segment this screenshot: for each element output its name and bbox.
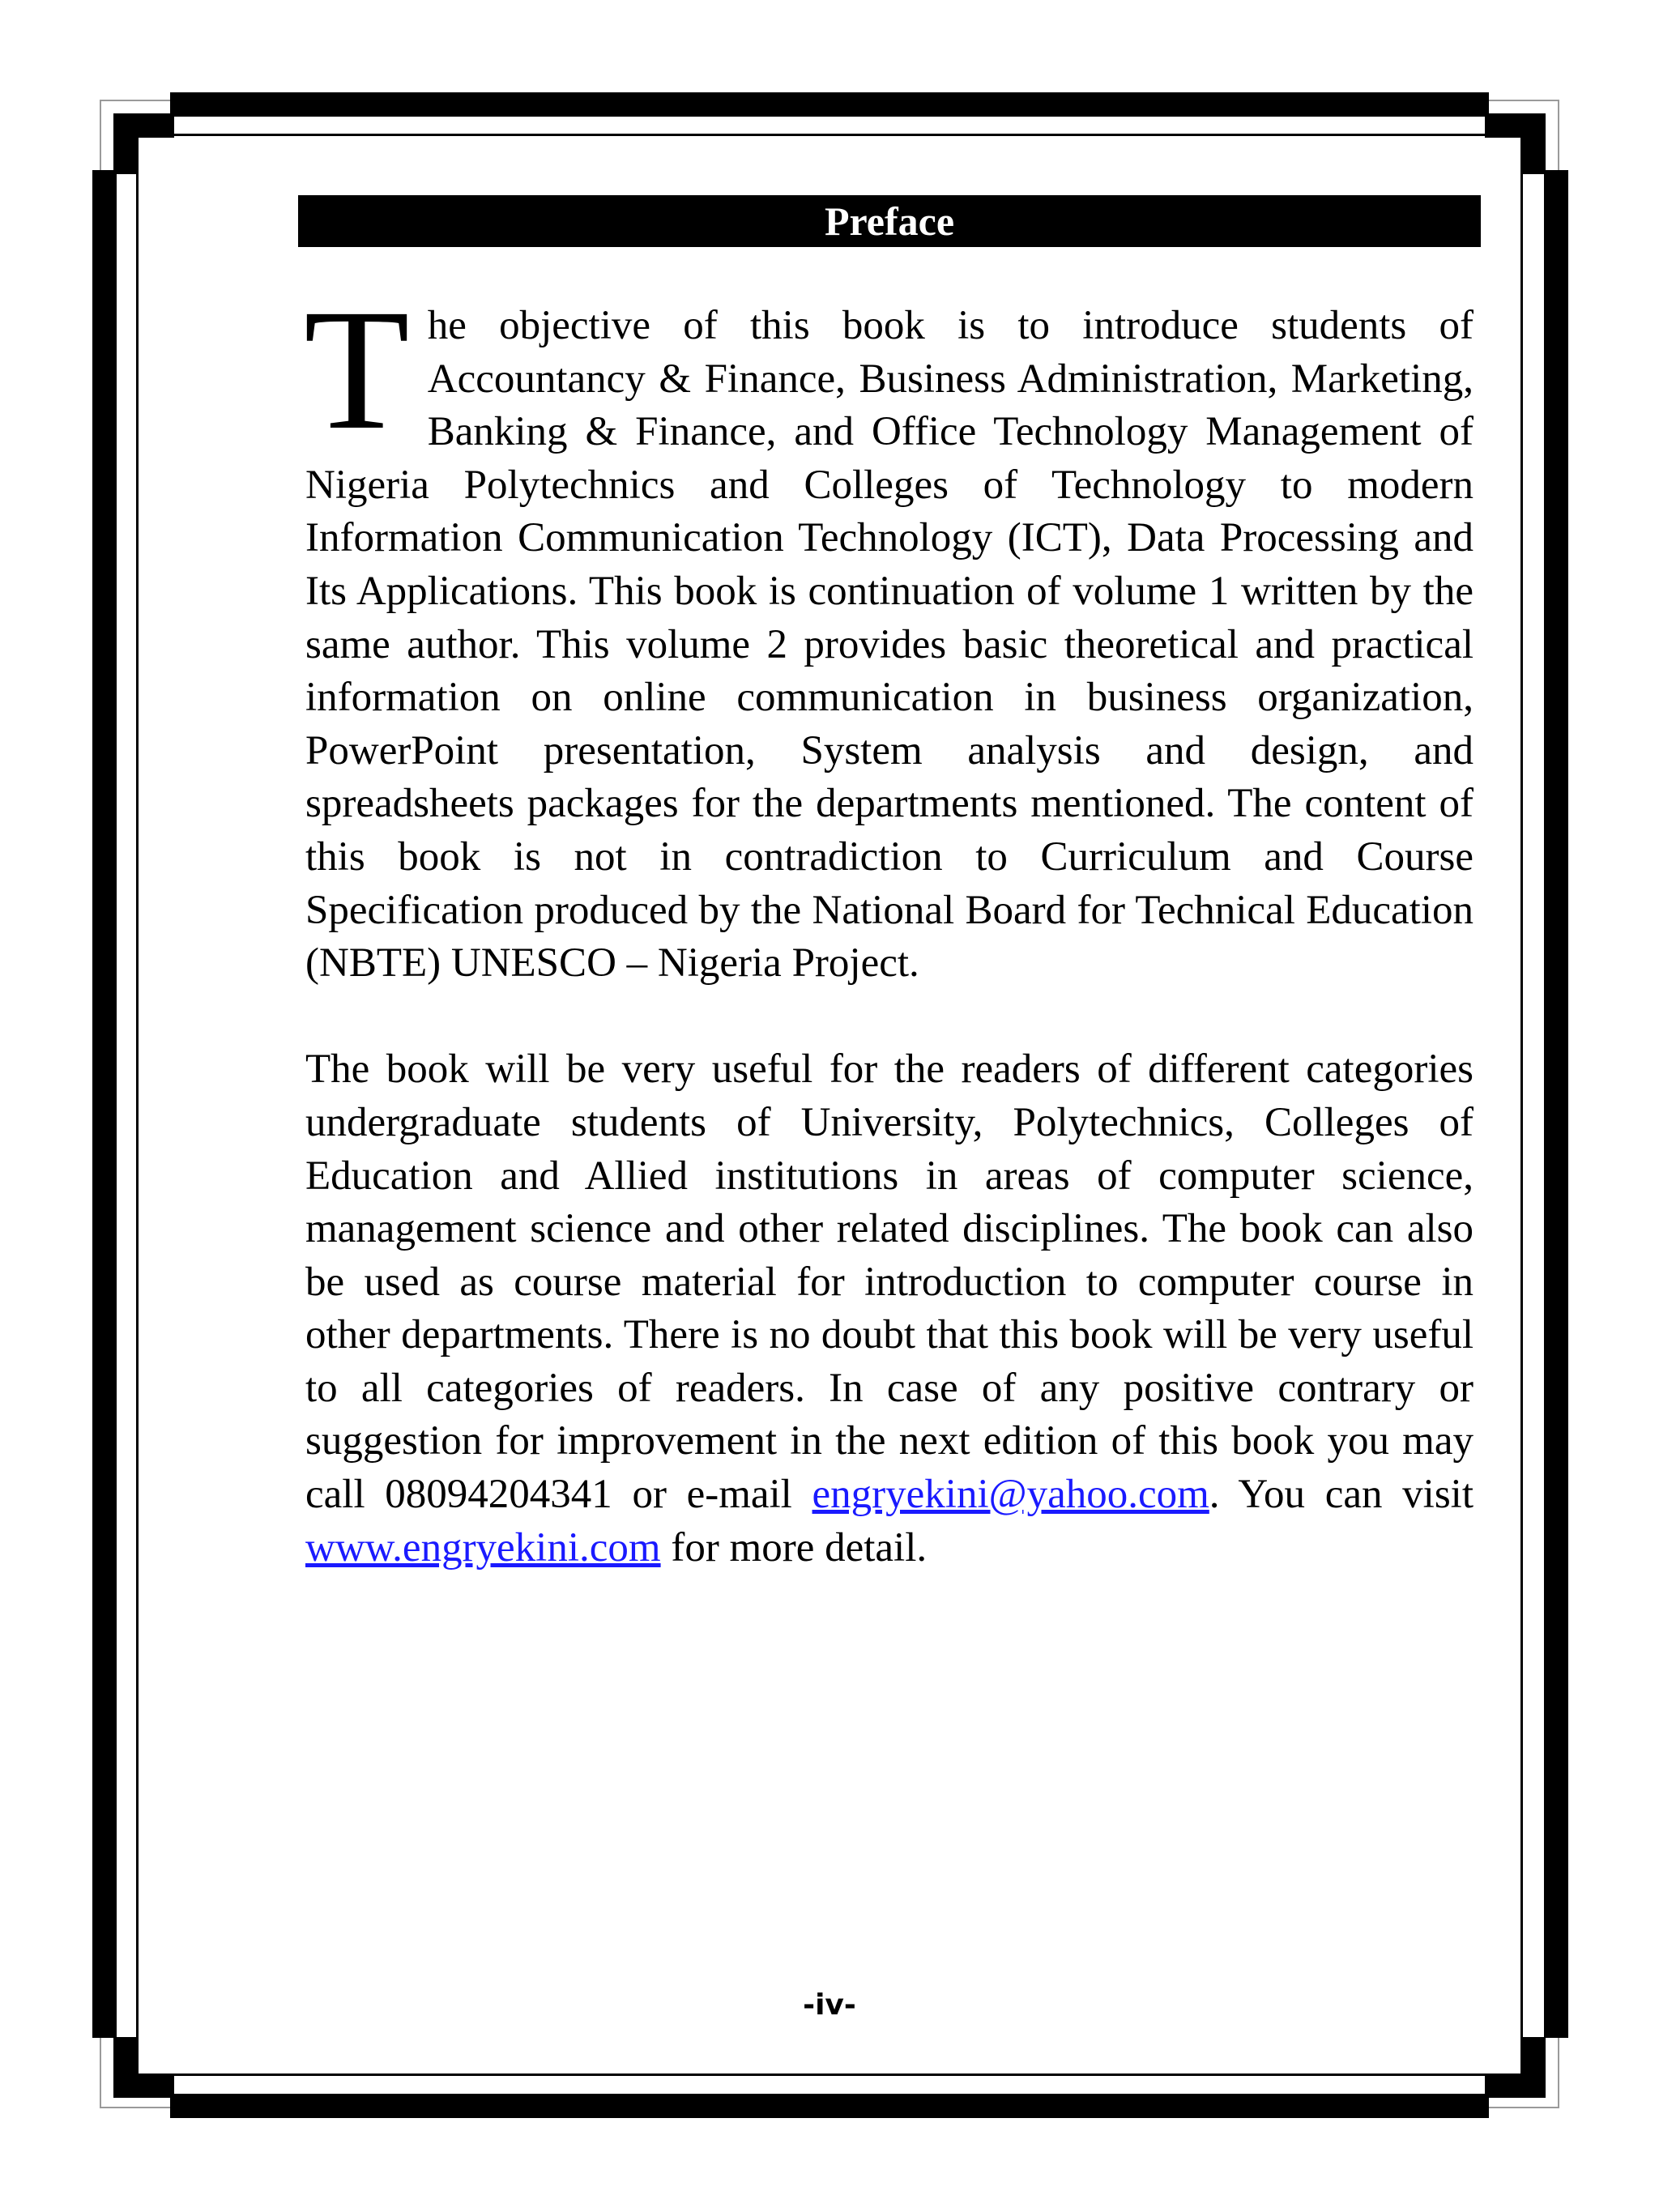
border-bar-left (92, 170, 117, 2038)
paragraph-usefulness (305, 1043, 1473, 1575)
paragraph-usefulness-text-mid: . You can visit (1209, 1472, 1474, 1518)
paragraph-usefulness-text: The book will be very useful for the readers of different categories undergraduate students of University, Polytechnics, Colleges of Education and Allied institutions in areas of computer science, management science and other related disciplines. The book can also be used as course material for introduction to computer course in other departments. There is no doubt that this book will be very useful to all categories of readers. In case of any positive contrary or suggestion for improvement in the next edition of this book you may call 08094204341 or e-mail (305, 1046, 1473, 1518)
paragraph-objective-text: he objective of this book is to introduce students of Accountancy & Finance, Business Administration, Marketing, Banking & Finance, and Office Technology Management of Nigeria Polytechnics and Colleges of Technology to modern Information Communication Technology (ICT), Data Processing and Its Applications. This book is continuation of volume 1 written by the same author. This volume 2 provides basic theoretical and practical information on online communication in business organization, PowerPoint presentation, System analysis and design, and spreadsheets packages for the departments mentioned. The content of this book is not in contradiction to Curriculum and Course Specification produced by the National Board for Technical Education (NBTE) UNESCO – Nigeria Project. (305, 303, 1473, 987)
border-bar-top (170, 92, 1489, 117)
border-bar-bottom (170, 2094, 1489, 2118)
paragraph-objective (304, 274, 1473, 991)
drop-cap: T (304, 274, 410, 466)
paragraph-usefulness-text-end: for more detail. (660, 1524, 928, 1571)
preface-body (304, 274, 1474, 1575)
page-title: Preface (298, 195, 1481, 247)
border-bar-right (1544, 170, 1568, 2038)
corner-top-left (113, 113, 138, 174)
email-link[interactable]: engryekini@yahoo.com (812, 1472, 1209, 1518)
corner-top-right (1521, 113, 1546, 174)
corner-bottom-right (1521, 2037, 1546, 2098)
website-link[interactable]: www.engryekini.com (305, 1524, 661, 1571)
page-number: -iv- (803, 1988, 856, 2022)
corner-bottom-left (113, 2037, 138, 2098)
